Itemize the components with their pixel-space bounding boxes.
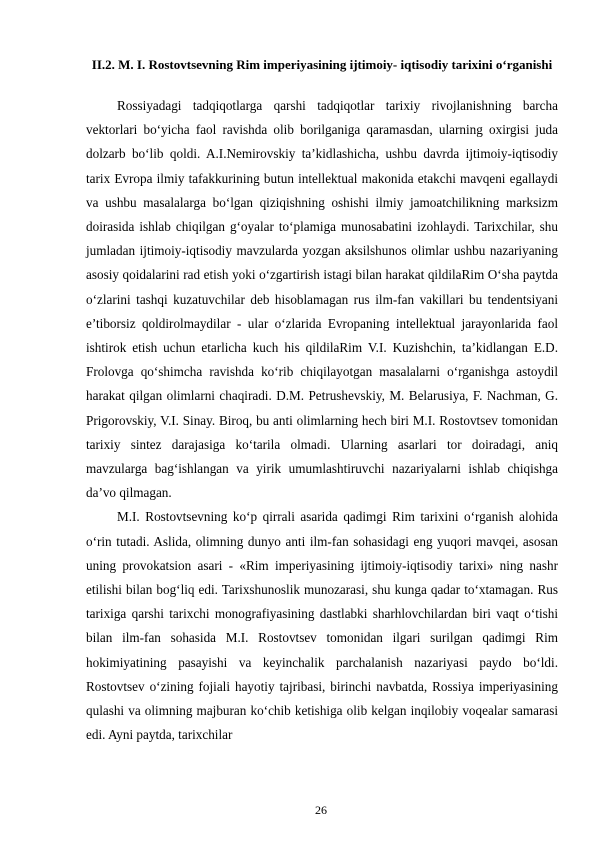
paragraph-1: Rossiyadagi tadqiqotlarga qarshi tadqiqotlar tarixiy rivojlanishning barcha vektorlari bo‘yicha faol ravishda olib borilganiga qaramasdan, ularning oxirgisi juda dolzarb bo‘lib qoldi. A.I.Nemirovskiy ta’kidlashicha, ushbu davrda ijtimoiy-iqtisodiy tarix Evropa ilmiy tafakkurining butun intellektual makonida etakchi mavqeni egallaydi va ushbu masalalarga bo‘lgan qiziqishning oshishi ilmiy jamoatchilikning marksizm doirasida ishlab chiqilgan g‘oyalar to‘plamiga munosabatini izohlaydi. Tarixchilar, shu jumladan ijtimoiy-iqtisodiy mavzularda yozgan aksilshunos olimlar ushbu nazariyaning asosiy qoidalarini rad etish yoki o‘zgartirish istagi bilan harakat qildilaRim O‘sha paytda o‘zlarini tashqi kuzatuvchilar deb hisoblamagan rus ilm-fan vakillari bu tendentsiyani e’tiborsiz qoldirolmaydilar - ular o‘zlarida Evropaning intellektual jarayonlarida faol ishtirok etish uchun etarlicha kuch his qildilaRim V.I. Kuzishchin, ta’kidlangan E.D. Frolovga qo‘shimcha ravishda ko‘rib chiqilayotgan masalalarni o‘rganishga astoydil harakat qilgan olimlarni chaqiradi. D.M. Petrushevskiy, M. Belarusiya, F. Nachman, G. Prigorovskiy, V.I. Sinay. Biroq, bu anti olimlarning hech biri M.I. Rostovtsev tomonidan tarixiy sintez darajasiga ko‘tarila olmadi. Ularning asarlari tor doiradagi, aniq mavzularga bag‘ishlangan va yirik umumlashtiruvchi nazariyalarni ishlab chiqishga da’vo qilmagan. bbox=[86, 98, 558, 501]
section-title: II.2. M. I. Rostovtsevning Rim imperiyasining ijtimoiy- iqtisodiy tarixini o‘rganishi bbox=[91, 57, 553, 72]
paragraph-2: M.I. Rostovtsevning ko‘p qirrali asarida qadimgi Rim tarixini o‘rganish alohida o‘rin tutadi. Aslida, olimning dunyo anti ilm-fan sohasidagi eng yuqori mavqei, asosan uning provokatsion asari - «Rim imperiyasining ijtimoiy-iqtisodiy tarixi» ning nashr etilishi bilan bog‘liq edi. Tarixshunoslik munozarasi, shu kunga qadar to‘xtamagan. Rus tarixiga qarshi tarixchi monografiyasining dastlabki sharhlovchilardan biri vaqt o‘tishi bilan ilm-fan sohasida M.I. Rostovtsev tomonidan ilgari surilgan qadimgi Rim hokimiyatining pasayishi va keyinchalik parchalanish nazariyasi paydo bo‘ldi. Rostovtsev o‘zining fojiali hayotiy tajribasi, birinchi navbatda, Rossiya imperiyasining qulashi va olimning majburan ko‘chib ketishiga olib kelgan inqilobiy voqealar samarasi edi. Ayni paytda, tarixchilar bbox=[86, 509, 558, 743]
body-text bbox=[86, 94, 558, 747]
page-number: 26 bbox=[315, 803, 327, 817]
